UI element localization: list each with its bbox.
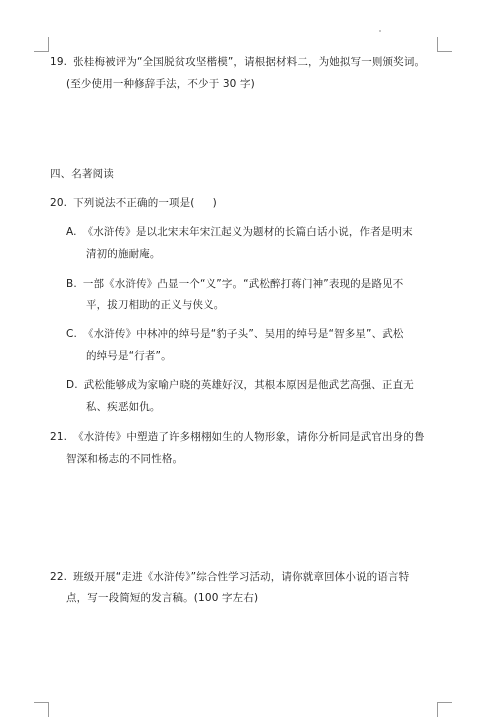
q19-text-line1: 张桂梅被评为“全国脱贫攻坚楷模”，请根据材料二，为她拟写一则颁奖词。 (73, 56, 426, 68)
q20-option-c-letter: C. (66, 328, 77, 340)
q21-line2: 智深和杨志的不同性格。 (66, 453, 184, 465)
q20-option-a-line1 (66, 225, 413, 239)
q20-option-a-letter: A. (66, 226, 77, 238)
q20-option-d-line1 (66, 378, 414, 392)
q20-option-b-line2: 平，拔刀相助的正义与侠义。 (86, 299, 225, 311)
q22-line2: 点，写一段简短的发言稿。(100 字左右) (66, 592, 259, 604)
q20-option-a-line2: 清初的施耐庵。 (86, 248, 161, 260)
q22-number: 22. (50, 571, 68, 583)
section4-title: 四、名著阅读 (50, 168, 114, 180)
q20-stem-text: 下列说法不正确的一项是( (73, 197, 195, 209)
crop-mark-top-right (437, 37, 452, 52)
q21-line1 (50, 430, 425, 444)
q20-option-b-letter: B. (66, 278, 77, 290)
q21-number: 21. (50, 431, 68, 443)
q20-option-a-text-line1: 《水浒传》是以北宋末年宋江起义为题材的长篇白话小说，作者是明末 (82, 226, 413, 238)
crop-mark-bottom-right (437, 702, 452, 717)
q20-option-d-text-line1: 武松能够成为家喻户晓的英雄好汉，其根本原因是他武艺高强、正直无 (83, 379, 414, 391)
q20-number: 20. (50, 197, 68, 209)
q21-text-line1: 《水浒传》中塑造了许多栩栩如生的人物形象，请你分析同是武官出身的鲁 (73, 431, 425, 443)
crop-mark-bottom-left (34, 702, 49, 717)
q20-option-b-line1 (66, 277, 403, 291)
q19-line1 (50, 55, 425, 69)
q19-line2: (至少使用一种修辞手法，不少于 30 字) (66, 78, 255, 90)
q19-number: 19. (50, 56, 68, 68)
q20-option-c-line1 (66, 327, 404, 341)
header-dot (379, 30, 381, 32)
q20-stem (50, 196, 217, 210)
q20-option-c-line2: 的绰号是“行者”。 (86, 350, 172, 362)
q20-option-d-line2: 私、疾恶如仇。 (86, 401, 161, 413)
q20-stem-close: ) (212, 197, 217, 209)
q22-text-line1: 班级开展“走进《水浒传》”综合性学习活动，请你就章回体小说的语言特 (73, 571, 410, 583)
q20-option-c-text-line1: 《水浒传》中林冲的绰号是“豹子头”、吴用的绰号是“智多星”、武松 (82, 328, 404, 340)
q20-option-d-letter: D. (66, 379, 78, 391)
crop-mark-top-left (34, 37, 49, 52)
q20-option-b-text-line1: 一部《水浒传》凸显一个“义”字。“武松醉打蒋门神”表现的是路见不 (82, 278, 404, 290)
q22-line1 (50, 570, 409, 584)
